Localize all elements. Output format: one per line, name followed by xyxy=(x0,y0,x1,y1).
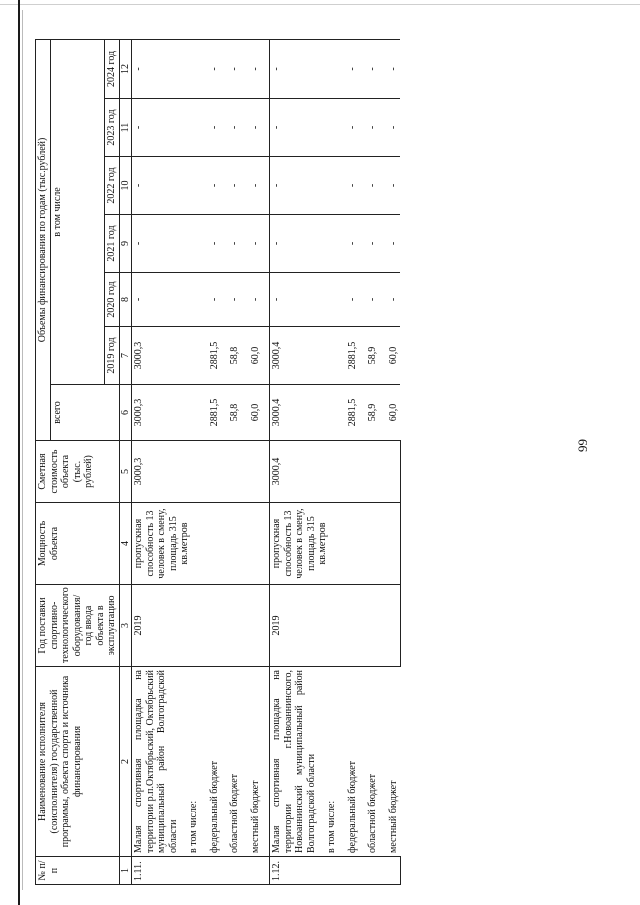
sub-2022: - xyxy=(359,157,380,215)
column-index: 6 xyxy=(119,385,132,441)
row-2023: - xyxy=(132,99,181,157)
column-index: 11 xyxy=(119,99,132,157)
column-index: 5 xyxy=(119,441,132,503)
sub-2019: 2881,5 xyxy=(201,327,222,385)
sub-total: 2881,5 xyxy=(339,385,360,441)
sub-2021: - xyxy=(221,215,242,273)
sub-2023: - xyxy=(359,99,380,157)
sub-total: 60,0 xyxy=(242,385,270,441)
column-index-row xyxy=(119,39,132,884)
header-year-2020: 2020 год xyxy=(105,273,120,327)
sub-2023: - xyxy=(339,99,360,157)
sub-2019 xyxy=(180,327,201,385)
sub-2022 xyxy=(180,157,201,215)
sub-2020: - xyxy=(339,273,360,327)
header-year-2022: 2022 год xyxy=(105,157,120,215)
sub-2019: 2881,5 xyxy=(339,327,360,385)
sub-2024: - xyxy=(339,39,360,98)
page-number: 99 xyxy=(575,439,590,452)
row-2024: - xyxy=(270,39,319,98)
sub-2023 xyxy=(318,99,339,157)
sub-total xyxy=(180,385,201,441)
header-year-2024: 2024 год xyxy=(105,39,120,98)
sub-2024 xyxy=(318,39,339,98)
sub-total: 58,8 xyxy=(221,385,242,441)
row-2019: 3000,3 xyxy=(132,327,181,385)
sub-total: 2881,5 xyxy=(201,385,222,441)
row-no: 1.11. xyxy=(132,857,270,885)
row-year: 2019 xyxy=(270,585,401,667)
row-2022: - xyxy=(132,157,181,215)
header-estimated-cost: Сметная стоимость объекта (тыс. рублей) xyxy=(36,441,120,503)
row-2021: - xyxy=(132,215,181,273)
sub-2019: 58,8 xyxy=(221,327,242,385)
column-index: 10 xyxy=(119,157,132,215)
sub-total: 60,0 xyxy=(380,385,401,441)
column-index: 2 xyxy=(119,667,132,857)
sub-2022: - xyxy=(221,157,242,215)
row-2021: - xyxy=(270,215,319,273)
row-2022: - xyxy=(270,157,319,215)
sub-2021: - xyxy=(201,215,222,273)
sub-2020 xyxy=(180,273,201,327)
sub-2022 xyxy=(318,157,339,215)
header-year-supply: Год поставки спортивно-технологического оборудования/ год ввода объекта в эксплуатацию xyxy=(36,585,120,667)
column-index: 12 xyxy=(119,39,132,98)
sub-2020: - xyxy=(380,273,401,327)
sub-2021: - xyxy=(359,215,380,273)
sub-2022: - xyxy=(339,157,360,215)
sub-2024: - xyxy=(201,39,222,98)
column-index: 8 xyxy=(119,273,132,327)
sub-label: федеральный бюджет xyxy=(201,667,222,857)
sub-2020 xyxy=(318,273,339,327)
sub-label: местный бюджет xyxy=(380,667,401,857)
sub-2021 xyxy=(318,215,339,273)
header-including: в том числе xyxy=(50,39,105,384)
row-2020: - xyxy=(270,273,319,327)
sub-label: в том числе: xyxy=(318,667,339,857)
header-funding-group: Объемы финансирования по годам (тыс.рублей) xyxy=(36,39,51,440)
sub-2024: - xyxy=(221,39,242,98)
sub-2021: - xyxy=(339,215,360,273)
sub-2024: - xyxy=(359,39,380,98)
sub-2021 xyxy=(180,215,201,273)
sub-2020: - xyxy=(201,273,222,327)
header-year-2023: 2023 год xyxy=(105,99,120,157)
funding-table xyxy=(35,39,401,885)
header-name: Наименование исполнителя (соисполнителя) государственной программы, объекта спорта и источника финансирования xyxy=(36,667,120,857)
sub-total: 58,9 xyxy=(359,385,380,441)
sub-2020: - xyxy=(359,273,380,327)
sub-2021: - xyxy=(242,215,270,273)
sub-2023: - xyxy=(380,99,401,157)
column-index: 1 xyxy=(119,857,132,885)
sub-2024: - xyxy=(242,39,270,98)
sub-label: областной бюджет xyxy=(359,667,380,857)
header-total: всего xyxy=(50,385,119,441)
table-row xyxy=(270,39,319,884)
row-cost: 3000,4 xyxy=(270,441,401,503)
sub-2022: - xyxy=(380,157,401,215)
sub-2020: - xyxy=(221,273,242,327)
sub-label: местный бюджет xyxy=(242,667,270,857)
header-year-2021: 2021 год xyxy=(105,215,120,273)
header-no: № п/п xyxy=(36,857,120,885)
row-name: Малая спортивная площадка на территории р.п.Октябрьский, Октябрьский муниципальный район Волгоградской области xyxy=(132,667,181,857)
scan-left-edge-shadow xyxy=(22,10,23,890)
sub-2023: - xyxy=(201,99,222,157)
row-2024: - xyxy=(132,39,181,98)
sub-2019: 58,9 xyxy=(359,327,380,385)
row-capacity: пропускная способность 13 человек в смену, площадь 315 кв.метров xyxy=(132,503,270,585)
sub-2019: 60,0 xyxy=(242,327,270,385)
column-index: 9 xyxy=(119,215,132,273)
sub-2019: 60,0 xyxy=(380,327,401,385)
sub-2024 xyxy=(180,39,201,98)
rotated-document xyxy=(35,25,630,885)
sub-2022: - xyxy=(201,157,222,215)
sub-2019 xyxy=(318,327,339,385)
scan-left-edge xyxy=(18,0,20,905)
row-2020: - xyxy=(132,273,181,327)
row-year: 2019 xyxy=(132,585,270,667)
sub-label: областной бюджет xyxy=(221,667,242,857)
header-year-2019: 2019 год xyxy=(105,327,120,385)
table-row xyxy=(132,39,181,884)
sub-2022: - xyxy=(242,157,270,215)
row-2019: 3000,4 xyxy=(270,327,319,385)
row-cost: 3000,3 xyxy=(132,441,270,503)
sub-2023 xyxy=(180,99,201,157)
sub-2021: - xyxy=(380,215,401,273)
column-index: 3 xyxy=(119,585,132,667)
row-no: 1.12. xyxy=(270,857,401,885)
column-index: 4 xyxy=(119,503,132,585)
column-index: 7 xyxy=(119,327,132,385)
sub-2020: - xyxy=(242,273,270,327)
sub-2023: - xyxy=(221,99,242,157)
sub-2023: - xyxy=(242,99,270,157)
header-capacity: Мощность объекта xyxy=(36,503,120,585)
page-top-edge xyxy=(0,4,640,5)
sub-label: в том числе: xyxy=(180,667,201,857)
row-total: 3000,3 xyxy=(132,385,181,441)
sub-label: федеральный бюджет xyxy=(339,667,360,857)
row-total: 3000,4 xyxy=(270,385,319,441)
row-2023: - xyxy=(270,99,319,157)
row-capacity: пропускная способность 13 человек в смену, площадь 315 кв.метров xyxy=(270,503,401,585)
row-name: Малая спортивная площадка на территории г.Новоаннинского, Новоаннинский муниципальный район Волгоградской области xyxy=(270,667,319,857)
sub-2024: - xyxy=(380,39,401,98)
sub-total xyxy=(318,385,339,441)
